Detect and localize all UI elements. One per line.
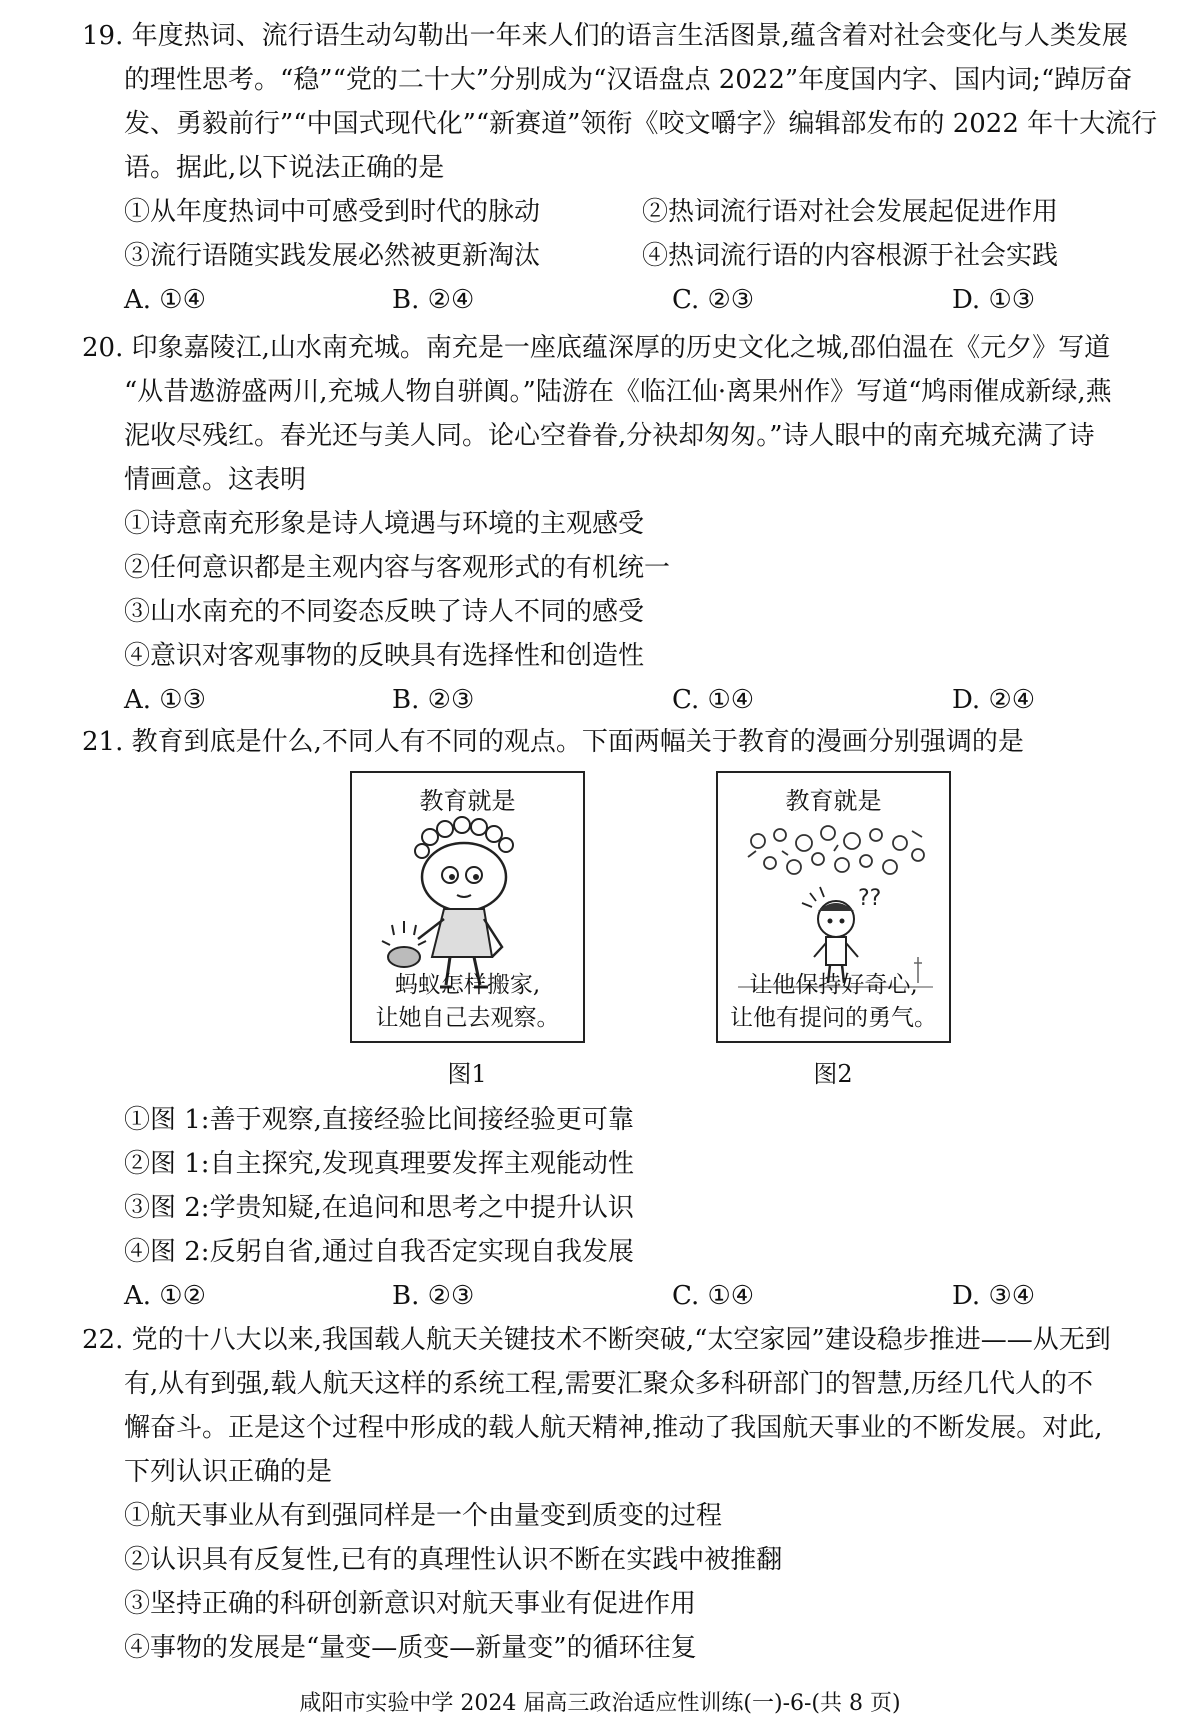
option-2: ②图 1:自主探究,发现真理要发挥主观能动性 — [124, 1149, 634, 1179]
answer-c: C. ①④ — [672, 685, 755, 715]
answer-row — [82, 678, 1182, 722]
option-1: ①诗意南充形象是诗人境遇与环境的主观感受 — [124, 509, 645, 539]
comic-caption — [352, 969, 583, 1035]
figure-label-1: 图1 — [447, 1060, 487, 1088]
question-stem-line: 发、勇毅前行”“中国式现代化”“新赛道”领衔《咬文嚼字》编辑部发布的 2022 年十大流行 — [124, 109, 1158, 139]
caption-line: 让他有提问的勇气。 — [730, 1005, 937, 1031]
question-stem-line: 泥收尽残红。春光还与美人同。论心空眷眷,分袂却匆匆。”诗人眼中的南充城充满了诗 — [124, 421, 1095, 451]
question-stem-line: 下列认识正确的是 — [124, 1457, 333, 1487]
comic-figure-1 — [350, 771, 585, 1043]
answer-b: B. ②③ — [392, 1281, 475, 1311]
answer-d: D. ③④ — [952, 1281, 1036, 1311]
svg-text:??: ?? — [858, 886, 882, 911]
answer-b: B. ②④ — [392, 285, 475, 315]
caption-line: 蚂蚁怎样搬家, — [394, 972, 541, 998]
comic-figure-2 — [716, 771, 951, 1043]
option-4: ④意识对客观事物的反映具有选择性和创造性 — [124, 641, 645, 671]
question-stem-line: 22. 党的十八大以来,我国载人航天关键技术不断突破,“太空家园”建设稳步推进——从无到 — [82, 1325, 1111, 1355]
answer-c: C. ②③ — [672, 285, 755, 315]
question-20 — [82, 326, 1182, 722]
question-19 — [82, 14, 1182, 322]
question-stem-line: “从昔遨游盛两川,充城人物自骈阗。”陆游在《临江仙·离果州作》写道“鸠雨催成新绿,燕 — [124, 377, 1112, 407]
answer-row — [82, 278, 1182, 322]
option-row — [82, 190, 1182, 234]
answer-d: D. ①③ — [952, 285, 1036, 315]
question-stem-line: 有,从有到强,载人航天这样的系统工程,需要汇聚众多科研部门的智慧,历经几代人的不 — [124, 1369, 1094, 1399]
question-stem-line: 21. 教育到底是什么,不同人有不同的观点。下面两幅关于教育的漫画分别强调的是 — [82, 727, 1024, 757]
answer-a: A. ①② — [124, 1281, 206, 1311]
answer-a: A. ①④ — [124, 285, 206, 315]
option-1: ①航天事业从有到强同样是一个由量变到质变的过程 — [124, 1501, 723, 1531]
comic-caption — [718, 969, 949, 1035]
answer-c: C. ①④ — [672, 1281, 755, 1311]
option-4: ④图 2:反躬自省,通过自我否定实现自我发展 — [124, 1237, 634, 1267]
option-4: ④热词流行语的内容根源于社会实践 — [642, 241, 1059, 271]
question-22 — [82, 1318, 1182, 1670]
caption-line: 让她自己去观察。 — [375, 1005, 560, 1031]
option-1: ①图 1:善于观察,直接经验比间接经验更可靠 — [124, 1105, 634, 1135]
answer-d: D. ②④ — [952, 685, 1036, 715]
option-3: ③坚持正确的科研创新意识对航天事业有促进作用 — [124, 1589, 697, 1619]
question-stem-line: 懈奋斗。正是这个过程中形成的载人航天精神,推动了我国航天事业的不断发展。对此, — [124, 1413, 1103, 1443]
question-stem-line: 20. 印象嘉陵江,山水南充城。南充是一座底蕴深厚的历史文化之城,邵伯温在《元夕》写道 — [82, 333, 1111, 363]
answer-a: A. ①③ — [124, 685, 206, 715]
question-21 — [82, 720, 1182, 764]
option-3: ③图 2:学贵知疑,在追问和思考之中提升认识 — [124, 1193, 634, 1223]
question-stem-line: 语。据此,以下说法正确的是 — [124, 153, 445, 183]
comic-title: 教育就是 — [419, 787, 516, 815]
question-21-options — [82, 1098, 1182, 1318]
answer-row — [82, 1274, 1182, 1318]
option-4: ④事物的发展是“量变—质变—新量变”的循环往复 — [124, 1633, 697, 1663]
option-2: ②热词流行语对社会发展起促进作用 — [642, 197, 1059, 227]
answer-b: B. ②③ — [392, 685, 475, 715]
figure-label-2: 图2 — [813, 1060, 853, 1088]
option-2: ②认识具有反复性,已有的真理性认识不断在实践中被推翻 — [124, 1545, 783, 1575]
caption-line: 让他保持好奇心, — [749, 972, 918, 998]
option-3: ③流行语随实践发展必然被更新淘汰 — [124, 241, 541, 271]
option-row — [82, 234, 1182, 278]
page-footer: 咸阳市实验中学 2024 届高三政治适应性训练(一)-6-(共 8 页) — [299, 1691, 901, 1716]
comic-title: 教育就是 — [785, 787, 882, 815]
question-stem-line: 情画意。这表明 — [124, 465, 307, 495]
option-1: ①从年度热词中可感受到时代的脉动 — [124, 197, 541, 227]
question-stem-line: 19. 年度热词、流行语生动勾勒出一年来人们的语言生活图景,蕴含着对社会变化与人类发展 — [82, 21, 1128, 51]
option-3: ③山水南充的不同姿态反映了诗人不同的感受 — [124, 597, 645, 627]
option-2: ②任何意识都是主观内容与客观形式的有机统一 — [124, 553, 671, 583]
question-stem-line: 的理性思考。“稳”“党的二十大”分别成为“汉语盘点 2022”年度国内字、国内词;“踔厉奋 — [124, 65, 1133, 95]
